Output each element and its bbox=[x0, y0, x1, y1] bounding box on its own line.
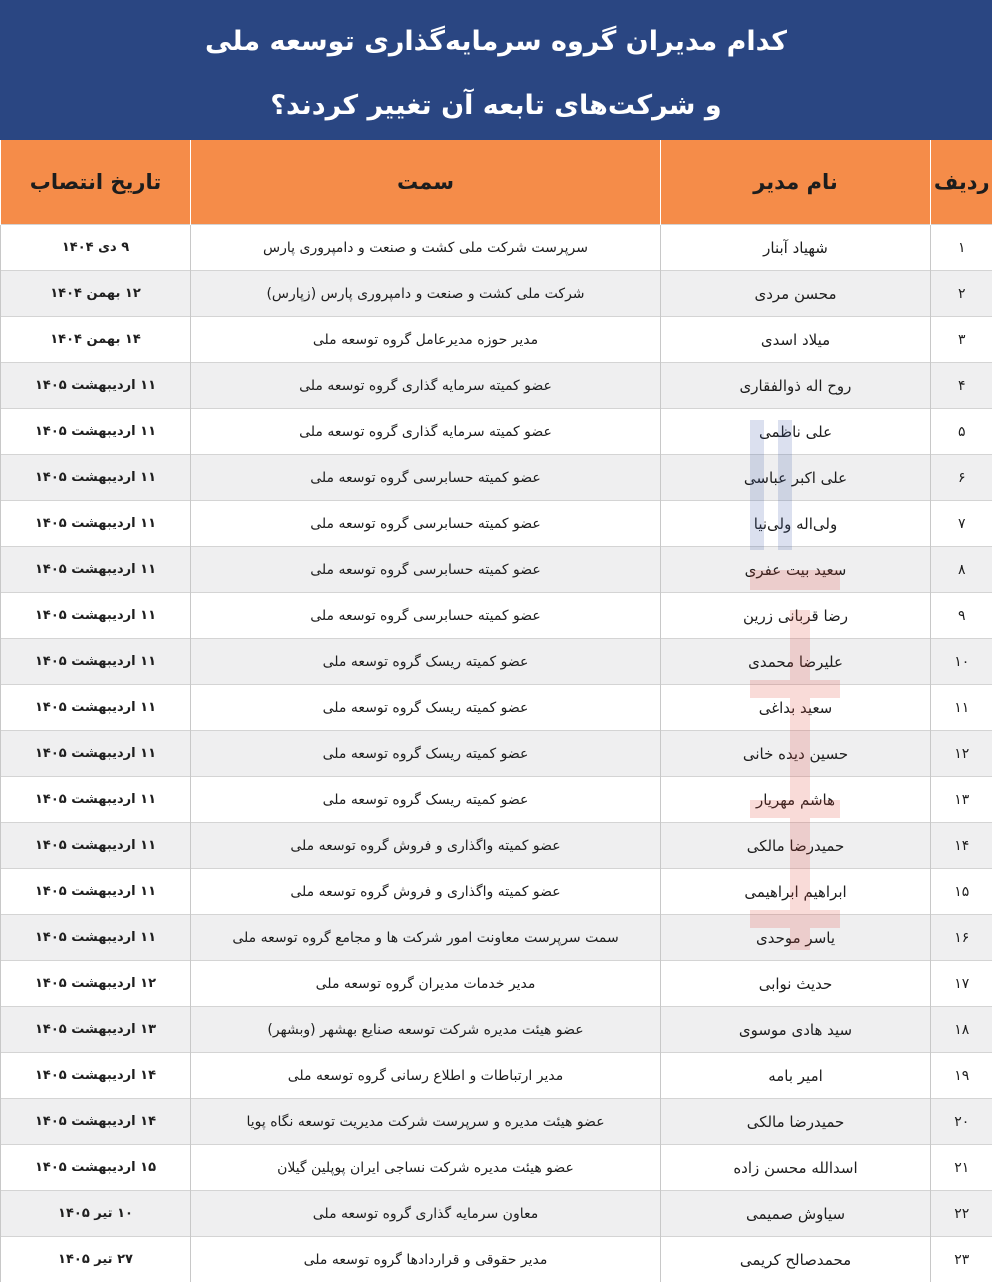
table-row bbox=[1, 869, 992, 915]
table-row bbox=[1, 1099, 992, 1145]
manager-name-cell: هاشم مهریار bbox=[661, 777, 931, 823]
table-header-row bbox=[1, 140, 992, 225]
row-number-cell: ۵ bbox=[931, 409, 992, 455]
position-cell: عضو کمیته حسابرسی گروه توسعه ملی bbox=[191, 501, 661, 547]
manager-name-cell: علی اکبر عباسی bbox=[661, 455, 931, 501]
manager-name-cell: محسن مردی bbox=[661, 271, 931, 317]
position-cell: مدیر حوزه مدیرعامل گروه توسعه ملی bbox=[191, 317, 661, 363]
manager-name-cell: حدیث نوابی bbox=[661, 961, 931, 1007]
table-row bbox=[1, 731, 992, 777]
header-row-number: ردیف bbox=[931, 140, 992, 225]
appointment-date-cell: ۱۴ اردیبهشت ۱۴۰۵ bbox=[1, 1099, 191, 1145]
table-row bbox=[1, 225, 992, 271]
manager-name-cell: حسین دیده خانی bbox=[661, 731, 931, 777]
appointment-date-cell: ۱۲ بهمن ۱۴۰۴ bbox=[1, 271, 191, 317]
appointment-date-cell: ۱۴ بهمن ۱۴۰۴ bbox=[1, 317, 191, 363]
table-row bbox=[1, 455, 992, 501]
position-cell: عضو کمیته ریسک گروه توسعه ملی bbox=[191, 685, 661, 731]
row-number-cell: ۱۸ bbox=[931, 1007, 992, 1053]
appointment-date-cell: ۱۱ اردیبهشت ۱۴۰۵ bbox=[1, 823, 191, 869]
row-number-cell: ۱۳ bbox=[931, 777, 992, 823]
header-appointment-date: تاریخ انتصاب bbox=[1, 140, 191, 225]
manager-name-cell: شهیاد آبنار bbox=[661, 225, 931, 271]
header-position: سمت bbox=[191, 140, 661, 225]
manager-name-cell: حمیدرضا مالکی bbox=[661, 823, 931, 869]
position-cell: مدیر حقوقی و قراردادها گروه توسعه ملی bbox=[191, 1237, 661, 1282]
position-cell: عضو کمیته ریسک گروه توسعه ملی bbox=[191, 777, 661, 823]
appointment-date-cell: ۱۱ اردیبهشت ۱۴۰۵ bbox=[1, 777, 191, 823]
row-number-cell: ۲۳ bbox=[931, 1237, 992, 1282]
appointment-date-cell: ۱۱ اردیبهشت ۱۴۰۵ bbox=[1, 685, 191, 731]
title-banner bbox=[0, 0, 992, 140]
row-number-cell: ۲ bbox=[931, 271, 992, 317]
appointment-date-cell: ۱۲ اردیبهشت ۱۴۰۵ bbox=[1, 961, 191, 1007]
appointment-date-cell: ۱۱ اردیبهشت ۱۴۰۵ bbox=[1, 869, 191, 915]
table-row bbox=[1, 1191, 992, 1237]
row-number-cell: ۲۲ bbox=[931, 1191, 992, 1237]
manager-name-cell: اسدالله محسن زاده bbox=[661, 1145, 931, 1191]
row-number-cell: ۱۲ bbox=[931, 731, 992, 777]
row-number-cell: ۸ bbox=[931, 547, 992, 593]
table-row bbox=[1, 823, 992, 869]
appointment-date-cell: ۱۱ اردیبهشت ۱۴۰۵ bbox=[1, 501, 191, 547]
row-number-cell: ۱۴ bbox=[931, 823, 992, 869]
appointment-date-cell: ۹ دی ۱۴۰۴ bbox=[1, 225, 191, 271]
row-number-cell: ۷ bbox=[931, 501, 992, 547]
row-number-cell: ۴ bbox=[931, 363, 992, 409]
table-row bbox=[1, 271, 992, 317]
manager-name-cell: روح اله ذوالفقاری bbox=[661, 363, 931, 409]
manager-name-cell: سعید بیت عفری bbox=[661, 547, 931, 593]
appointment-date-cell: ۱۰ تیر ۱۴۰۵ bbox=[1, 1191, 191, 1237]
table-row bbox=[1, 961, 992, 1007]
table-row bbox=[1, 1007, 992, 1053]
position-cell: عضو کمیته ریسک گروه توسعه ملی bbox=[191, 731, 661, 777]
row-number-cell: ۲۰ bbox=[931, 1099, 992, 1145]
manager-name-cell: ابراهیم ابراهیمی bbox=[661, 869, 931, 915]
row-number-cell: ۱۷ bbox=[931, 961, 992, 1007]
manager-name-cell: علیرضا محمدی bbox=[661, 639, 931, 685]
header-manager-name: نام مدیر bbox=[661, 140, 931, 225]
position-cell: عضو هیئت مدیره و سرپرست شرکت مدیریت توسعه نگاه پویا bbox=[191, 1099, 661, 1145]
appointment-date-cell: ۱۵ اردیبهشت ۱۴۰۵ bbox=[1, 1145, 191, 1191]
appointment-date-cell: ۱۱ اردیبهشت ۱۴۰۵ bbox=[1, 593, 191, 639]
position-cell: عضو کمیته سرمایه گذاری گروه توسعه ملی bbox=[191, 363, 661, 409]
position-cell: عضو هیئت مدیره شرکت توسعه صنایع بهشهر (وبشهر) bbox=[191, 1007, 661, 1053]
position-cell: عضو کمیته حسابرسی گروه توسعه ملی bbox=[191, 455, 661, 501]
appointment-date-cell: ۱۱ اردیبهشت ۱۴۰۵ bbox=[1, 915, 191, 961]
appointment-date-cell: ۱۱ اردیبهشت ۱۴۰۵ bbox=[1, 639, 191, 685]
appointment-date-cell: ۱۱ اردیبهشت ۱۴۰۵ bbox=[1, 547, 191, 593]
table-body bbox=[1, 225, 992, 1282]
position-cell: عضو کمیته واگذاری و فروش گروه توسعه ملی bbox=[191, 869, 661, 915]
table-row bbox=[1, 685, 992, 731]
manager-name-cell: علی ناظمی bbox=[661, 409, 931, 455]
table-row bbox=[1, 317, 992, 363]
table-row bbox=[1, 547, 992, 593]
manager-name-cell: ولی‌اله ولی‌نیا bbox=[661, 501, 931, 547]
title-line-2: و شرکت‌های تابعه آن تغییر کردند؟ bbox=[0, 86, 992, 126]
position-cell: عضو کمیته واگذاری و فروش گروه توسعه ملی bbox=[191, 823, 661, 869]
manager-name-cell: رضا قربانی زرین bbox=[661, 593, 931, 639]
managers-table bbox=[0, 140, 992, 1282]
manager-name-cell: محمدصالح کریمی bbox=[661, 1237, 931, 1282]
table-row bbox=[1, 639, 992, 685]
row-number-cell: ۲۱ bbox=[931, 1145, 992, 1191]
row-number-cell: ۱ bbox=[931, 225, 992, 271]
row-number-cell: ۳ bbox=[931, 317, 992, 363]
row-number-cell: ۹ bbox=[931, 593, 992, 639]
row-number-cell: ۱۹ bbox=[931, 1053, 992, 1099]
table-row bbox=[1, 1053, 992, 1099]
row-number-cell: ۱۰ bbox=[931, 639, 992, 685]
row-number-cell: ۱۱ bbox=[931, 685, 992, 731]
table-row bbox=[1, 777, 992, 823]
position-cell: عضو کمیته حسابرسی گروه توسعه ملی bbox=[191, 593, 661, 639]
position-cell: عضو کمیته حسابرسی گروه توسعه ملی bbox=[191, 547, 661, 593]
position-cell: مدیر ارتباطات و اطلاع رسانی گروه توسعه ملی bbox=[191, 1053, 661, 1099]
position-cell: معاون سرمایه گذاری گروه توسعه ملی bbox=[191, 1191, 661, 1237]
manager-name-cell: امیر بامه bbox=[661, 1053, 931, 1099]
table-row bbox=[1, 1145, 992, 1191]
appointment-date-cell: ۱۱ اردیبهشت ۱۴۰۵ bbox=[1, 455, 191, 501]
position-cell: شرکت ملی کشت و صنعت و دامپروری پارس (زپارس) bbox=[191, 271, 661, 317]
appointment-date-cell: ۱۴ اردیبهشت ۱۴۰۵ bbox=[1, 1053, 191, 1099]
position-cell: عضو کمیته سرمایه گذاری گروه توسعه ملی bbox=[191, 409, 661, 455]
table-row bbox=[1, 501, 992, 547]
appointment-date-cell: ۱۱ اردیبهشت ۱۴۰۵ bbox=[1, 731, 191, 777]
appointment-date-cell: ۱۱ اردیبهشت ۱۴۰۵ bbox=[1, 363, 191, 409]
title-line-1: کدام مدیران گروه سرمایه‌گذاری توسعه ملی bbox=[0, 22, 992, 62]
manager-name-cell: سید هادی موسوی bbox=[661, 1007, 931, 1053]
appointment-date-cell: ۲۷ تیر ۱۴۰۵ bbox=[1, 1237, 191, 1282]
table-row bbox=[1, 593, 992, 639]
table-row bbox=[1, 915, 992, 961]
manager-name-cell: حمیدرضا مالکی bbox=[661, 1099, 931, 1145]
row-number-cell: ۱۵ bbox=[931, 869, 992, 915]
manager-name-cell: یاسر موحدی bbox=[661, 915, 931, 961]
manager-name-cell: سعید بداغی bbox=[661, 685, 931, 731]
manager-name-cell: سیاوش صمیمی bbox=[661, 1191, 931, 1237]
table-row bbox=[1, 363, 992, 409]
table-row bbox=[1, 1237, 992, 1282]
position-cell: عضو کمیته ریسک گروه توسعه ملی bbox=[191, 639, 661, 685]
position-cell: سمت سرپرست معاونت امور شرکت ها و مجامع گروه توسعه ملی bbox=[191, 915, 661, 961]
position-cell: سرپرست شرکت ملی کشت و صنعت و دامپروری پارس bbox=[191, 225, 661, 271]
appointment-date-cell: ۱۳ اردیبهشت ۱۴۰۵ bbox=[1, 1007, 191, 1053]
appointment-date-cell: ۱۱ اردیبهشت ۱۴۰۵ bbox=[1, 409, 191, 455]
position-cell: مدیر خدمات مدیران گروه توسعه ملی bbox=[191, 961, 661, 1007]
row-number-cell: ۱۶ bbox=[931, 915, 992, 961]
table-row bbox=[1, 409, 992, 455]
position-cell: عضو هیئت مدیره شرکت نساجی ایران پوپلین گیلان bbox=[191, 1145, 661, 1191]
row-number-cell: ۶ bbox=[931, 455, 992, 501]
manager-name-cell: میلاد اسدی bbox=[661, 317, 931, 363]
